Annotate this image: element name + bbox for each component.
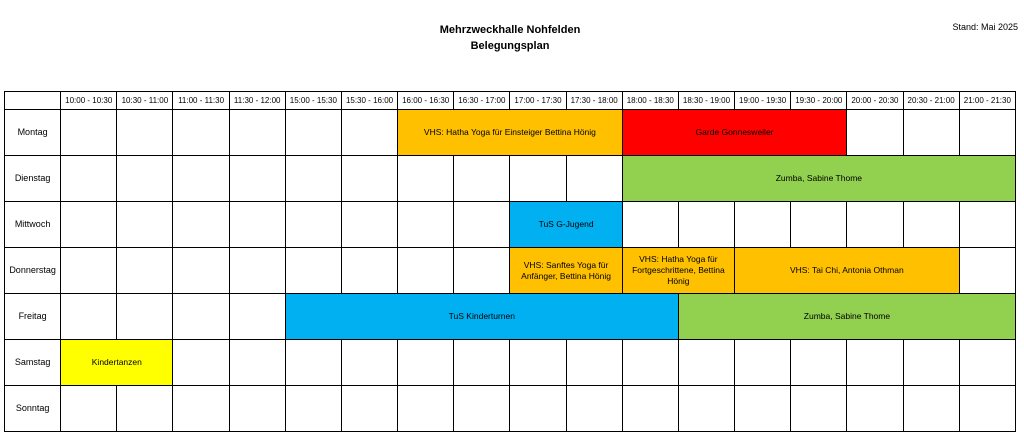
event-label: Zumba, Sabine Thome [775,173,863,183]
empty-slot[interactable] [61,248,117,294]
empty-slot[interactable] [341,156,397,202]
timeslot-header: 16:00 - 16:30 [398,92,454,110]
empty-slot[interactable] [510,156,566,202]
empty-slot[interactable] [566,340,622,386]
empty-slot[interactable] [959,386,1015,432]
empty-slot[interactable] [285,386,341,432]
timeslot-header: 15:30 - 16:00 [341,92,397,110]
empty-slot[interactable] [903,110,959,156]
day-label: Dienstag [5,156,61,202]
event-label: TuS Kinderturnen [448,311,515,321]
schedule-event[interactable] [285,294,678,340]
empty-slot[interactable] [341,202,397,248]
empty-slot[interactable] [117,386,173,432]
empty-slot[interactable] [117,156,173,202]
empty-slot[interactable] [285,202,341,248]
event-label: VHS: Hatha Yoga für Fortgeschrittene, Bettina Hönig [632,254,725,286]
empty-slot[interactable] [903,386,959,432]
header-row [5,92,1016,110]
schedule-event[interactable] [398,110,623,156]
event-label: VHS: Tai Chi, Antonia Othman [789,265,904,275]
schedule-event[interactable] [510,202,622,248]
page-header [380,22,640,54]
schedule-event[interactable] [622,156,1015,202]
timeslot-header: 19:00 - 19:30 [735,92,791,110]
schedule-table [4,91,1016,432]
day-row [5,340,1016,386]
empty-slot[interactable] [791,386,847,432]
empty-slot[interactable] [229,202,285,248]
empty-slot[interactable] [173,156,229,202]
timeslot-header: 20:00 - 20:30 [847,92,903,110]
empty-slot[interactable] [398,156,454,202]
timeslot-header: 18:00 - 18:30 [622,92,678,110]
empty-slot[interactable] [229,156,285,202]
empty-slot[interactable] [285,248,341,294]
empty-slot[interactable] [622,340,678,386]
event-label: Kindertanzen [91,357,142,367]
day-row [5,248,1016,294]
timeslot-header: 11:00 - 11:30 [173,92,229,110]
page-title: Mehrzweckhalle Nohfelden [439,24,581,36]
day-label: Samstag [5,340,61,386]
day-label: Sonntag [5,386,61,432]
empty-slot[interactable] [398,248,454,294]
empty-slot[interactable] [454,202,510,248]
schedule-event[interactable] [678,294,1015,340]
empty-slot[interactable] [735,340,791,386]
empty-slot[interactable] [173,248,229,294]
empty-slot[interactable] [398,340,454,386]
empty-slot[interactable] [341,340,397,386]
empty-slot[interactable] [398,386,454,432]
day-row [5,156,1016,202]
empty-slot[interactable] [622,386,678,432]
empty-slot[interactable] [398,202,454,248]
empty-slot[interactable] [229,294,285,340]
empty-slot[interactable] [173,110,229,156]
day-row [5,386,1016,432]
empty-slot[interactable] [285,340,341,386]
event-label: VHS: Hatha Yoga für Einsteiger Bettina Hönig [423,127,596,137]
empty-slot[interactable] [454,156,510,202]
empty-slot[interactable] [735,202,791,248]
schedule-event[interactable] [61,340,173,386]
empty-slot[interactable] [959,110,1015,156]
day-label: Mittwoch [5,202,61,248]
event-label: VHS: Sanftes Yoga für Anfänger, Bettina Hönig [521,259,611,281]
empty-slot[interactable] [622,202,678,248]
empty-slot[interactable] [61,110,117,156]
timeslot-header: 15:00 - 15:30 [285,92,341,110]
empty-slot[interactable] [959,340,1015,386]
empty-slot[interactable] [61,386,117,432]
empty-slot[interactable] [791,202,847,248]
empty-slot[interactable] [229,110,285,156]
empty-slot[interactable] [510,340,566,386]
empty-slot[interactable] [454,340,510,386]
empty-slot[interactable] [285,110,341,156]
empty-slot[interactable] [959,202,1015,248]
timeslot-header: 19:30 - 20:00 [791,92,847,110]
empty-slot[interactable] [678,386,734,432]
stand-date: Stand: Mai 2025 [952,22,1018,32]
empty-slot[interactable] [959,248,1015,294]
event-label: Garde Gonnesweiler [695,127,774,137]
schedule-event[interactable] [510,248,622,294]
timeslot-header: 17:30 - 18:00 [566,92,622,110]
timeslot-header: 18:30 - 19:00 [678,92,734,110]
timeslot-header: 20:30 - 21:00 [903,92,959,110]
empty-slot[interactable] [566,156,622,202]
empty-slot[interactable] [847,386,903,432]
empty-slot[interactable] [847,110,903,156]
day-row [5,294,1016,340]
empty-slot[interactable] [61,294,117,340]
timeslot-header: 10:30 - 11:00 [117,92,173,110]
timeslot-header: 11:30 - 12:00 [229,92,285,110]
day-row [5,110,1016,156]
schedule-event[interactable] [622,248,734,294]
empty-slot[interactable] [173,386,229,432]
empty-slot[interactable] [510,386,566,432]
empty-slot[interactable] [117,294,173,340]
empty-slot[interactable] [903,340,959,386]
empty-slot[interactable] [285,156,341,202]
event-label: Zumba, Sabine Thome [803,311,891,321]
empty-slot[interactable] [173,340,229,386]
day-label: Montag [5,110,61,156]
empty-slot[interactable] [341,248,397,294]
timeslot-header: 10:00 - 10:30 [61,92,117,110]
empty-slot[interactable] [735,386,791,432]
timeslot-header: 16:30 - 17:00 [454,92,510,110]
empty-slot[interactable] [117,110,173,156]
day-label: Freitag [5,294,61,340]
empty-slot[interactable] [847,340,903,386]
empty-slot[interactable] [173,202,229,248]
empty-slot[interactable] [454,386,510,432]
empty-slot[interactable] [341,386,397,432]
empty-slot[interactable] [173,294,229,340]
empty-slot[interactable] [566,386,622,432]
empty-slot[interactable] [678,202,734,248]
corner-cell [5,92,61,110]
day-label: Donnerstag [5,248,61,294]
empty-slot[interactable] [454,248,510,294]
empty-slot[interactable] [117,248,173,294]
empty-slot[interactable] [341,110,397,156]
day-row [5,202,1016,248]
schedule-event[interactable] [735,248,960,294]
empty-slot[interactable] [847,202,903,248]
empty-slot[interactable] [229,248,285,294]
empty-slot[interactable] [61,202,117,248]
empty-slot[interactable] [117,202,173,248]
empty-slot[interactable] [61,156,117,202]
event-label: TuS G-Jugend [538,219,594,229]
timeslot-header: 21:00 - 21:30 [959,92,1015,110]
empty-slot[interactable] [678,340,734,386]
empty-slot[interactable] [791,340,847,386]
empty-slot[interactable] [229,340,285,386]
timeslot-header: 17:00 - 17:30 [510,92,566,110]
schedule-event[interactable] [622,110,847,156]
empty-slot[interactable] [229,386,285,432]
page-subtitle: Belegungsplan [470,40,550,52]
empty-slot[interactable] [903,202,959,248]
